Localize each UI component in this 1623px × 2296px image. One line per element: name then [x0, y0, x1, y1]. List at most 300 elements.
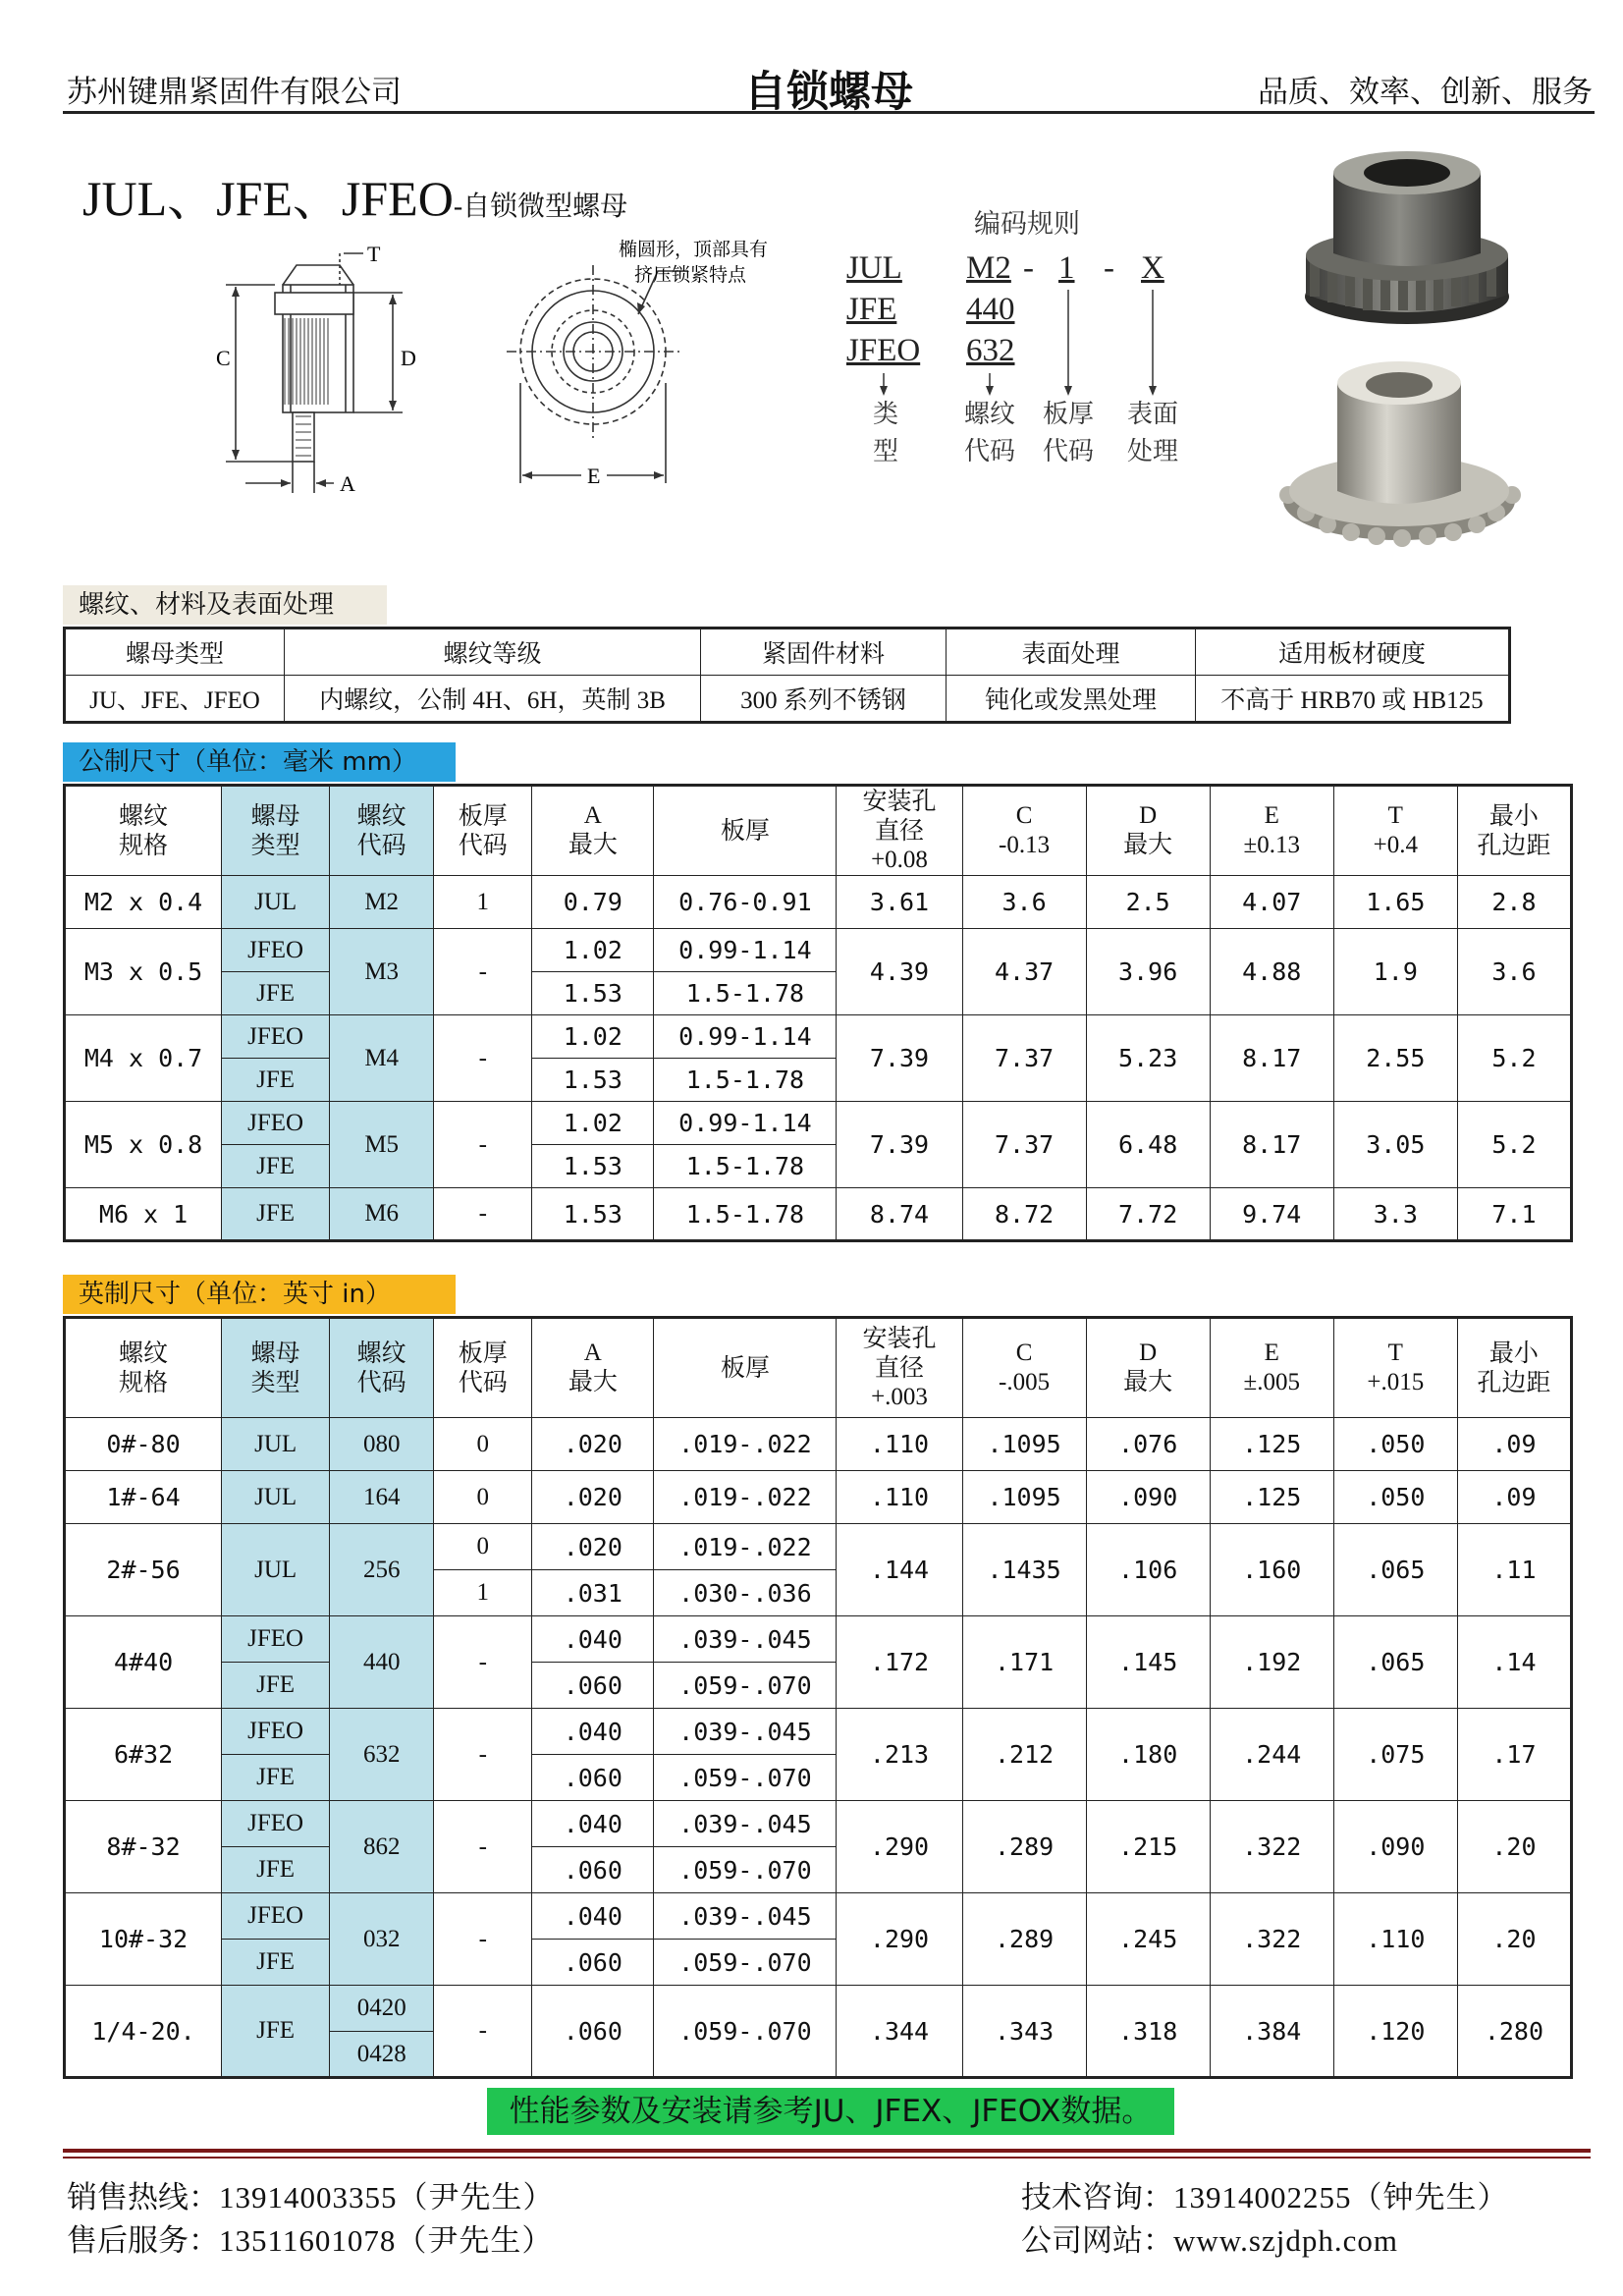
cell-type: JUL — [222, 1418, 330, 1471]
cell-t: 1.9 — [1333, 929, 1457, 1015]
cell-min: 5.2 — [1457, 1015, 1571, 1102]
column-header-line: 直径 — [875, 1353, 925, 1382]
column-header-line: +.003 — [871, 1384, 928, 1410]
column-header-line: C — [1015, 1339, 1033, 1366]
code-label-type-2: 型 — [872, 437, 898, 466]
cell-t: 3.3 — [1333, 1188, 1457, 1241]
cell-code: M4 — [330, 1015, 434, 1102]
cell-hole: .290 — [837, 1801, 962, 1893]
materials-value-cell: 不高于 HRB70 或 HB125 — [1196, 676, 1510, 723]
table-row — [65, 1524, 1572, 1570]
materials-header-cell: 紧固件材料 — [701, 629, 947, 676]
cell-min: .09 — [1457, 1471, 1571, 1524]
cell-sheet: 1.5-1.78 — [654, 972, 837, 1015]
cell-sheet: .039-.045 — [654, 1616, 837, 1663]
cell-hole: 8.74 — [837, 1188, 962, 1241]
column-header-line: E — [1264, 1339, 1279, 1366]
cell-hole: 4.39 — [837, 929, 962, 1015]
cell-a: .060 — [532, 1847, 654, 1893]
cell-type: JFEO — [222, 1893, 330, 1940]
cell-type: JFE — [222, 1188, 330, 1241]
column-header-line: 代码 — [356, 1368, 406, 1396]
cell-e: .322 — [1210, 1893, 1333, 1986]
column-header-line: 螺纹 — [119, 801, 169, 830]
after-sales — [67, 2215, 553, 2260]
cell-spec: M5 x 0.8 — [65, 1102, 222, 1188]
cell-hole: .290 — [837, 1893, 962, 1986]
cell-spec: 1/4-20. — [65, 1986, 222, 2078]
column-header-line: 最大 — [1123, 832, 1173, 858]
code-label-finish — [1123, 396, 1182, 470]
cell-code: 256 — [330, 1524, 434, 1616]
code-label-finish-2: 处理 — [1126, 437, 1178, 466]
materials-value-cell: 内螺纹，公制 4H、6H，英制 3B — [285, 676, 701, 723]
table-row — [65, 1102, 1572, 1145]
cell-sheet: .019-.022 — [654, 1524, 837, 1570]
cell-e: .244 — [1210, 1709, 1333, 1801]
cell-thk: - — [434, 1616, 532, 1709]
column-header-e — [1210, 1318, 1333, 1418]
cell-code: M5 — [330, 1102, 434, 1188]
column-header-line: 螺纹 — [356, 801, 406, 830]
cell-d: 3.96 — [1086, 929, 1210, 1015]
column-header-min — [1457, 1318, 1571, 1418]
cell-sheet: 1.5-1.78 — [654, 1188, 837, 1241]
code-type-1: JFE — [846, 292, 897, 327]
materials-section-label: 螺纹、材料及表面处理 — [63, 585, 387, 625]
cell-sheet: 0.99-1.14 — [654, 1015, 837, 1059]
sales-hotline-value: 13914003355（尹先生） — [219, 2180, 555, 2214]
code-thread-0: M2 — [966, 250, 1011, 286]
cell-c: 7.37 — [962, 1102, 1086, 1188]
cell-spec: 2#-56 — [65, 1524, 222, 1616]
column-header-line: 螺纹 — [356, 1339, 406, 1367]
imperial-section-label: 英制尺寸（单位：英寸 in） — [63, 1275, 456, 1314]
cell-type: JFEO — [222, 1102, 330, 1145]
cell-hole: .213 — [837, 1709, 962, 1801]
cell-min: .20 — [1457, 1801, 1571, 1893]
cell-min: 3.6 — [1457, 929, 1571, 1015]
cell-e: .125 — [1210, 1418, 1333, 1471]
column-header-line: D — [1139, 802, 1158, 829]
cell-e: 4.07 — [1210, 876, 1333, 929]
cell-thk: - — [434, 1801, 532, 1893]
column-header-code — [330, 786, 434, 876]
cell-hole: .110 — [837, 1418, 962, 1471]
cell-code: 440 — [330, 1616, 434, 1709]
cell-sheet: 0.99-1.14 — [654, 1102, 837, 1145]
cell-a: .020 — [532, 1524, 654, 1570]
cell-a: .040 — [532, 1893, 654, 1940]
column-header-line: +0.4 — [1373, 832, 1418, 858]
cell-sheet: 0.99-1.14 — [654, 929, 837, 972]
imperial-dimension-table — [63, 1316, 1573, 2079]
column-header-a — [532, 1318, 654, 1418]
cell-type: JFE — [222, 1145, 330, 1188]
cell-d: 6.48 — [1086, 1102, 1210, 1188]
column-header-line: 代码 — [356, 831, 406, 859]
cell-type: JFE — [222, 1847, 330, 1893]
materials-header-cell: 适用板材硬度 — [1196, 629, 1510, 676]
table-row — [65, 1616, 1572, 1663]
code-dash-2: - — [1104, 250, 1114, 286]
cell-code: 080 — [330, 1418, 434, 1471]
column-header-thk — [434, 1318, 532, 1418]
materials-value-cell: JU、JFE、JFEO — [65, 676, 285, 723]
column-header-line: A — [583, 1339, 602, 1366]
cell-thk: 1 — [434, 876, 532, 929]
cell-c: .289 — [962, 1893, 1086, 1986]
cell-type: JFEO — [222, 1616, 330, 1663]
cell-min: .17 — [1457, 1709, 1571, 1801]
cell-code: M2 — [330, 876, 434, 929]
cell-d: 5.23 — [1086, 1015, 1210, 1102]
column-header-d — [1086, 1318, 1210, 1418]
cell-code: 632 — [330, 1709, 434, 1801]
cell-c: .343 — [962, 1986, 1086, 2078]
product-subtitle: -自锁微型螺母 — [453, 191, 628, 222]
company-website-value[interactable]: www.szjdph.com — [1173, 2223, 1398, 2258]
cell-code: M3 — [330, 929, 434, 1015]
cell-e: 4.88 — [1210, 929, 1333, 1015]
cell-d: .106 — [1086, 1524, 1210, 1616]
cell-type: JFE — [222, 1940, 330, 1986]
code-thread-2: 632 — [966, 333, 1015, 368]
column-header-t — [1333, 786, 1457, 876]
column-header-line: ±.005 — [1243, 1369, 1300, 1395]
cell-code: 032 — [330, 1893, 434, 1986]
table-header-row — [65, 786, 1572, 876]
column-header-line: +0.08 — [871, 847, 928, 873]
tech-support-label: 技术咨询： — [1021, 2180, 1173, 2215]
column-header-line: 板厚 — [458, 1339, 508, 1367]
cell-hole: 7.39 — [837, 1102, 962, 1188]
column-header-a — [532, 786, 654, 876]
column-header-t — [1333, 1318, 1457, 1418]
page-title: 自锁螺母 — [744, 68, 913, 117]
cell-c: 4.37 — [962, 929, 1086, 1015]
column-header-line: 代码 — [458, 1368, 508, 1396]
cell-e: .192 — [1210, 1616, 1333, 1709]
cell-sheet: .039-.045 — [654, 1709, 837, 1755]
cell-t: .065 — [1333, 1524, 1457, 1616]
table-row — [65, 1709, 1572, 1755]
cell-sheet: .030-.036 — [654, 1570, 837, 1616]
page-header — [63, 51, 1595, 117]
cell-thk: - — [434, 1188, 532, 1241]
materials-value-row — [65, 676, 1510, 723]
column-header-line: 最小 — [1488, 801, 1539, 830]
column-header-line: 板厚 — [720, 1353, 770, 1382]
table-row — [65, 1471, 1572, 1524]
cell-d: .145 — [1086, 1616, 1210, 1709]
column-header-hole — [837, 786, 962, 876]
column-header-line: 安装孔 — [862, 1324, 937, 1352]
cell-sheet: .059-.070 — [654, 1940, 837, 1986]
cell-spec: 4#40 — [65, 1616, 222, 1709]
code-type-2: JFEO — [846, 333, 921, 368]
cell-c: 8.72 — [962, 1188, 1086, 1241]
cell-spec: 10#-32 — [65, 1893, 222, 1986]
cell-e: 9.74 — [1210, 1188, 1333, 1241]
code-label-type-1: 类 — [872, 400, 898, 429]
materials-table — [63, 627, 1511, 724]
cell-min: .20 — [1457, 1893, 1571, 1986]
sales-hotline — [67, 2172, 555, 2216]
cell-hole: .110 — [837, 1471, 962, 1524]
column-header-line: -0.13 — [999, 832, 1051, 858]
column-header-type — [222, 1318, 330, 1418]
cell-c: .1095 — [962, 1471, 1086, 1524]
cell-a: .020 — [532, 1471, 654, 1524]
cell-d: .180 — [1086, 1709, 1210, 1801]
cell-min: 2.8 — [1457, 876, 1571, 929]
cell-type: JFE — [222, 1663, 330, 1709]
cell-type: JUL — [222, 1471, 330, 1524]
column-header-line: 直径 — [875, 816, 925, 845]
cell-c: 3.6 — [962, 876, 1086, 929]
cell-thk: - — [434, 929, 532, 1015]
cell-d: .076 — [1086, 1418, 1210, 1471]
cell-code: M6 — [330, 1188, 434, 1241]
column-header-line: 代码 — [458, 831, 508, 859]
dim-label-a: A — [340, 471, 355, 496]
side-view-drawing — [206, 236, 432, 505]
metric-section-label: 公制尺寸（单位：毫米 mm） — [63, 742, 456, 782]
cell-type: JFE — [222, 1986, 330, 2078]
cell-hole: .144 — [837, 1524, 962, 1616]
table-row — [65, 1418, 1572, 1471]
column-header-spec — [65, 1318, 222, 1418]
company-website — [1021, 2215, 1398, 2260]
column-header-line: 螺纹 — [119, 1339, 169, 1367]
reference-note: 性能参数及安装请参考JU、JFEX、JFEOX数据。 — [487, 2088, 1174, 2135]
materials-header-cell: 螺母类型 — [65, 629, 285, 676]
cell-a: .031 — [532, 1570, 654, 1616]
cell-t: 3.05 — [1333, 1102, 1457, 1188]
column-header-line: 最大 — [1123, 1369, 1173, 1395]
cell-min: 7.1 — [1457, 1188, 1571, 1241]
cell-spec: 1#-64 — [65, 1471, 222, 1524]
column-header-line: A — [583, 802, 602, 829]
column-header-line: 孔边距 — [1477, 1368, 1551, 1396]
column-header-line: 螺母 — [250, 1339, 300, 1367]
column-header-line: 规格 — [119, 831, 169, 859]
company-website-label: 公司网站： — [1021, 2223, 1173, 2259]
cell-a: 1.53 — [532, 972, 654, 1015]
code-finish: X — [1141, 250, 1164, 286]
cell-hole: 3.61 — [837, 876, 962, 929]
column-header-spec — [65, 786, 222, 876]
cell-thk: 0 — [434, 1418, 532, 1471]
column-header-line: T — [1387, 802, 1403, 829]
cell-type: JFEO — [222, 1801, 330, 1847]
company-name: 苏州键鼎紧固件有限公司 — [67, 75, 402, 110]
column-header-hole — [837, 1318, 962, 1418]
product-title — [82, 159, 627, 230]
cell-e: 8.17 — [1210, 1015, 1333, 1102]
cell-d: .090 — [1086, 1471, 1210, 1524]
column-header-line: -.005 — [999, 1369, 1051, 1395]
code-thickness: 1 — [1058, 250, 1075, 286]
cell-a: .060 — [532, 1755, 654, 1801]
cell-c: .212 — [962, 1709, 1086, 1801]
cell-a: 1.53 — [532, 1059, 654, 1102]
cell-spec: 0#-80 — [65, 1418, 222, 1471]
cell-e: .322 — [1210, 1801, 1333, 1893]
cell-hole: 7.39 — [837, 1015, 962, 1102]
cell-thk: 0 — [434, 1524, 532, 1570]
materials-header-cell: 螺纹等级 — [285, 629, 701, 676]
cell-c: .289 — [962, 1801, 1086, 1893]
column-header-line: 类型 — [250, 1368, 300, 1396]
cell-spec: M3 x 0.5 — [65, 929, 222, 1015]
sales-hotline-label: 销售热线： — [67, 2180, 219, 2215]
cell-a: .060 — [532, 1663, 654, 1709]
cell-e: .384 — [1210, 1986, 1333, 2078]
cell-a: 1.53 — [532, 1188, 654, 1241]
cell-spec: M2 x 0.4 — [65, 876, 222, 929]
cell-type: JFE — [222, 972, 330, 1015]
company-slogan: 品质、效率、创新、服务 — [1258, 75, 1593, 110]
cell-sheet: .059-.070 — [654, 1847, 837, 1893]
cell-a: .040 — [532, 1616, 654, 1663]
column-header-c — [962, 786, 1086, 876]
cell-a: 0.79 — [532, 876, 654, 929]
cell-thk: 1 — [434, 1570, 532, 1616]
cell-sheet: .059-.070 — [654, 1663, 837, 1709]
cell-t: .065 — [1333, 1616, 1457, 1709]
cell-t: .075 — [1333, 1709, 1457, 1801]
dim-label-e: E — [587, 464, 601, 488]
column-header-line: D — [1139, 1339, 1158, 1366]
cell-type: JFE — [222, 1059, 330, 1102]
dim-label-c: C — [216, 346, 231, 370]
cell-c: .1095 — [962, 1418, 1086, 1471]
cell-type: JFEO — [222, 1015, 330, 1059]
code-label-thread-2: 代码 — [963, 437, 1015, 466]
cell-spec: 8#-32 — [65, 1801, 222, 1893]
column-header-line: C — [1015, 802, 1033, 829]
column-header-line: 安装孔 — [862, 787, 937, 815]
cell-t: .050 — [1333, 1418, 1457, 1471]
code-label-finish-1: 表面 — [1126, 400, 1178, 429]
cell-thk: - — [434, 1015, 532, 1102]
column-header-thk — [434, 786, 532, 876]
cell-spec: M4 x 0.7 — [65, 1015, 222, 1102]
tech-support — [1021, 2172, 1509, 2216]
product-photo-silver — [1276, 354, 1522, 564]
coding-rules — [844, 250, 1237, 476]
column-header-line: 规格 — [119, 1368, 169, 1396]
cell-spec: 6#32 — [65, 1709, 222, 1801]
column-header-c — [962, 1318, 1086, 1418]
cell-a: 1.53 — [532, 1145, 654, 1188]
cell-a: 1.02 — [532, 929, 654, 972]
cell-type: JUL — [222, 876, 330, 929]
cell-type: JFE — [222, 1755, 330, 1801]
cell-hole: .172 — [837, 1616, 962, 1709]
tech-support-value: 13914002255（钟先生） — [1173, 2180, 1509, 2214]
table-row — [65, 876, 1572, 929]
cell-d: 2.5 — [1086, 876, 1210, 929]
cell-thk: 0 — [434, 1471, 532, 1524]
materials-value-cell: 钝化或发黑处理 — [947, 676, 1196, 723]
cell-code: 0428 — [330, 2032, 434, 2078]
cell-hole: .344 — [837, 1986, 962, 2078]
cell-thk: - — [434, 1102, 532, 1188]
dim-label-t: T — [367, 242, 381, 266]
code-thread-1: 440 — [966, 292, 1015, 327]
code-label-thickness-1: 板厚 — [1042, 400, 1094, 429]
column-header-min — [1457, 786, 1571, 876]
cell-min: .14 — [1457, 1616, 1571, 1709]
cell-a: .040 — [532, 1801, 654, 1847]
metric-dimension-table — [63, 784, 1573, 1242]
table-header-row — [65, 1318, 1572, 1418]
column-header-line: E — [1264, 802, 1279, 829]
cell-sheet: 1.5-1.78 — [654, 1145, 837, 1188]
footer-divider — [63, 2149, 1591, 2159]
column-header-code — [330, 1318, 434, 1418]
cell-a: .060 — [532, 1940, 654, 1986]
cell-a: .020 — [532, 1418, 654, 1471]
cell-spec: M6 x 1 — [65, 1188, 222, 1241]
cell-c: 7.37 — [962, 1015, 1086, 1102]
coding-heading: 编码规则 — [974, 209, 1080, 240]
cell-code: 164 — [330, 1471, 434, 1524]
cell-d: .245 — [1086, 1893, 1210, 1986]
code-type-0: JUL — [846, 250, 902, 286]
column-header-sheet — [654, 1318, 837, 1418]
cell-min: .280 — [1457, 1986, 1571, 2078]
cell-min: .09 — [1457, 1418, 1571, 1471]
column-header-line: 最小 — [1488, 1339, 1539, 1367]
cell-sheet: 1.5-1.78 — [654, 1059, 837, 1102]
callout-text-2: 挤压锁紧特点 — [634, 265, 747, 286]
cell-d: .318 — [1086, 1986, 1210, 2078]
cell-d: .215 — [1086, 1801, 1210, 1893]
cell-e: .160 — [1210, 1524, 1333, 1616]
cell-a: 1.02 — [532, 1102, 654, 1145]
table-row — [65, 1893, 1572, 1940]
cell-thk: - — [434, 1986, 532, 2078]
column-header-d — [1086, 786, 1210, 876]
cell-c: .171 — [962, 1616, 1086, 1709]
column-header-sheet — [654, 786, 837, 876]
cell-e: .125 — [1210, 1471, 1333, 1524]
cell-t: .110 — [1333, 1893, 1457, 1986]
column-header-e — [1210, 786, 1333, 876]
materials-value-cell: 300 系列不锈钢 — [701, 676, 947, 723]
callout-text-1: 椭圆形，顶部具有 — [619, 240, 769, 260]
after-sales-label: 售后服务： — [67, 2223, 219, 2259]
cell-a: 1.02 — [532, 1015, 654, 1059]
cell-t: .090 — [1333, 1801, 1457, 1893]
cell-d: 7.72 — [1086, 1188, 1210, 1241]
column-header-line: T — [1387, 1339, 1403, 1366]
product-names: JUL、JFE、JFEO — [82, 171, 454, 226]
cell-t: .120 — [1333, 1986, 1457, 2078]
code-dash-1: - — [1023, 250, 1034, 286]
cell-sheet: .019-.022 — [654, 1418, 837, 1471]
code-label-thread-1: 螺纹 — [963, 400, 1015, 429]
cell-a: .040 — [532, 1709, 654, 1755]
code-label-thread — [960, 396, 1019, 470]
materials-header-cell: 表面处理 — [947, 629, 1196, 676]
code-label-thickness — [1039, 396, 1098, 470]
top-view-drawing — [491, 236, 815, 505]
